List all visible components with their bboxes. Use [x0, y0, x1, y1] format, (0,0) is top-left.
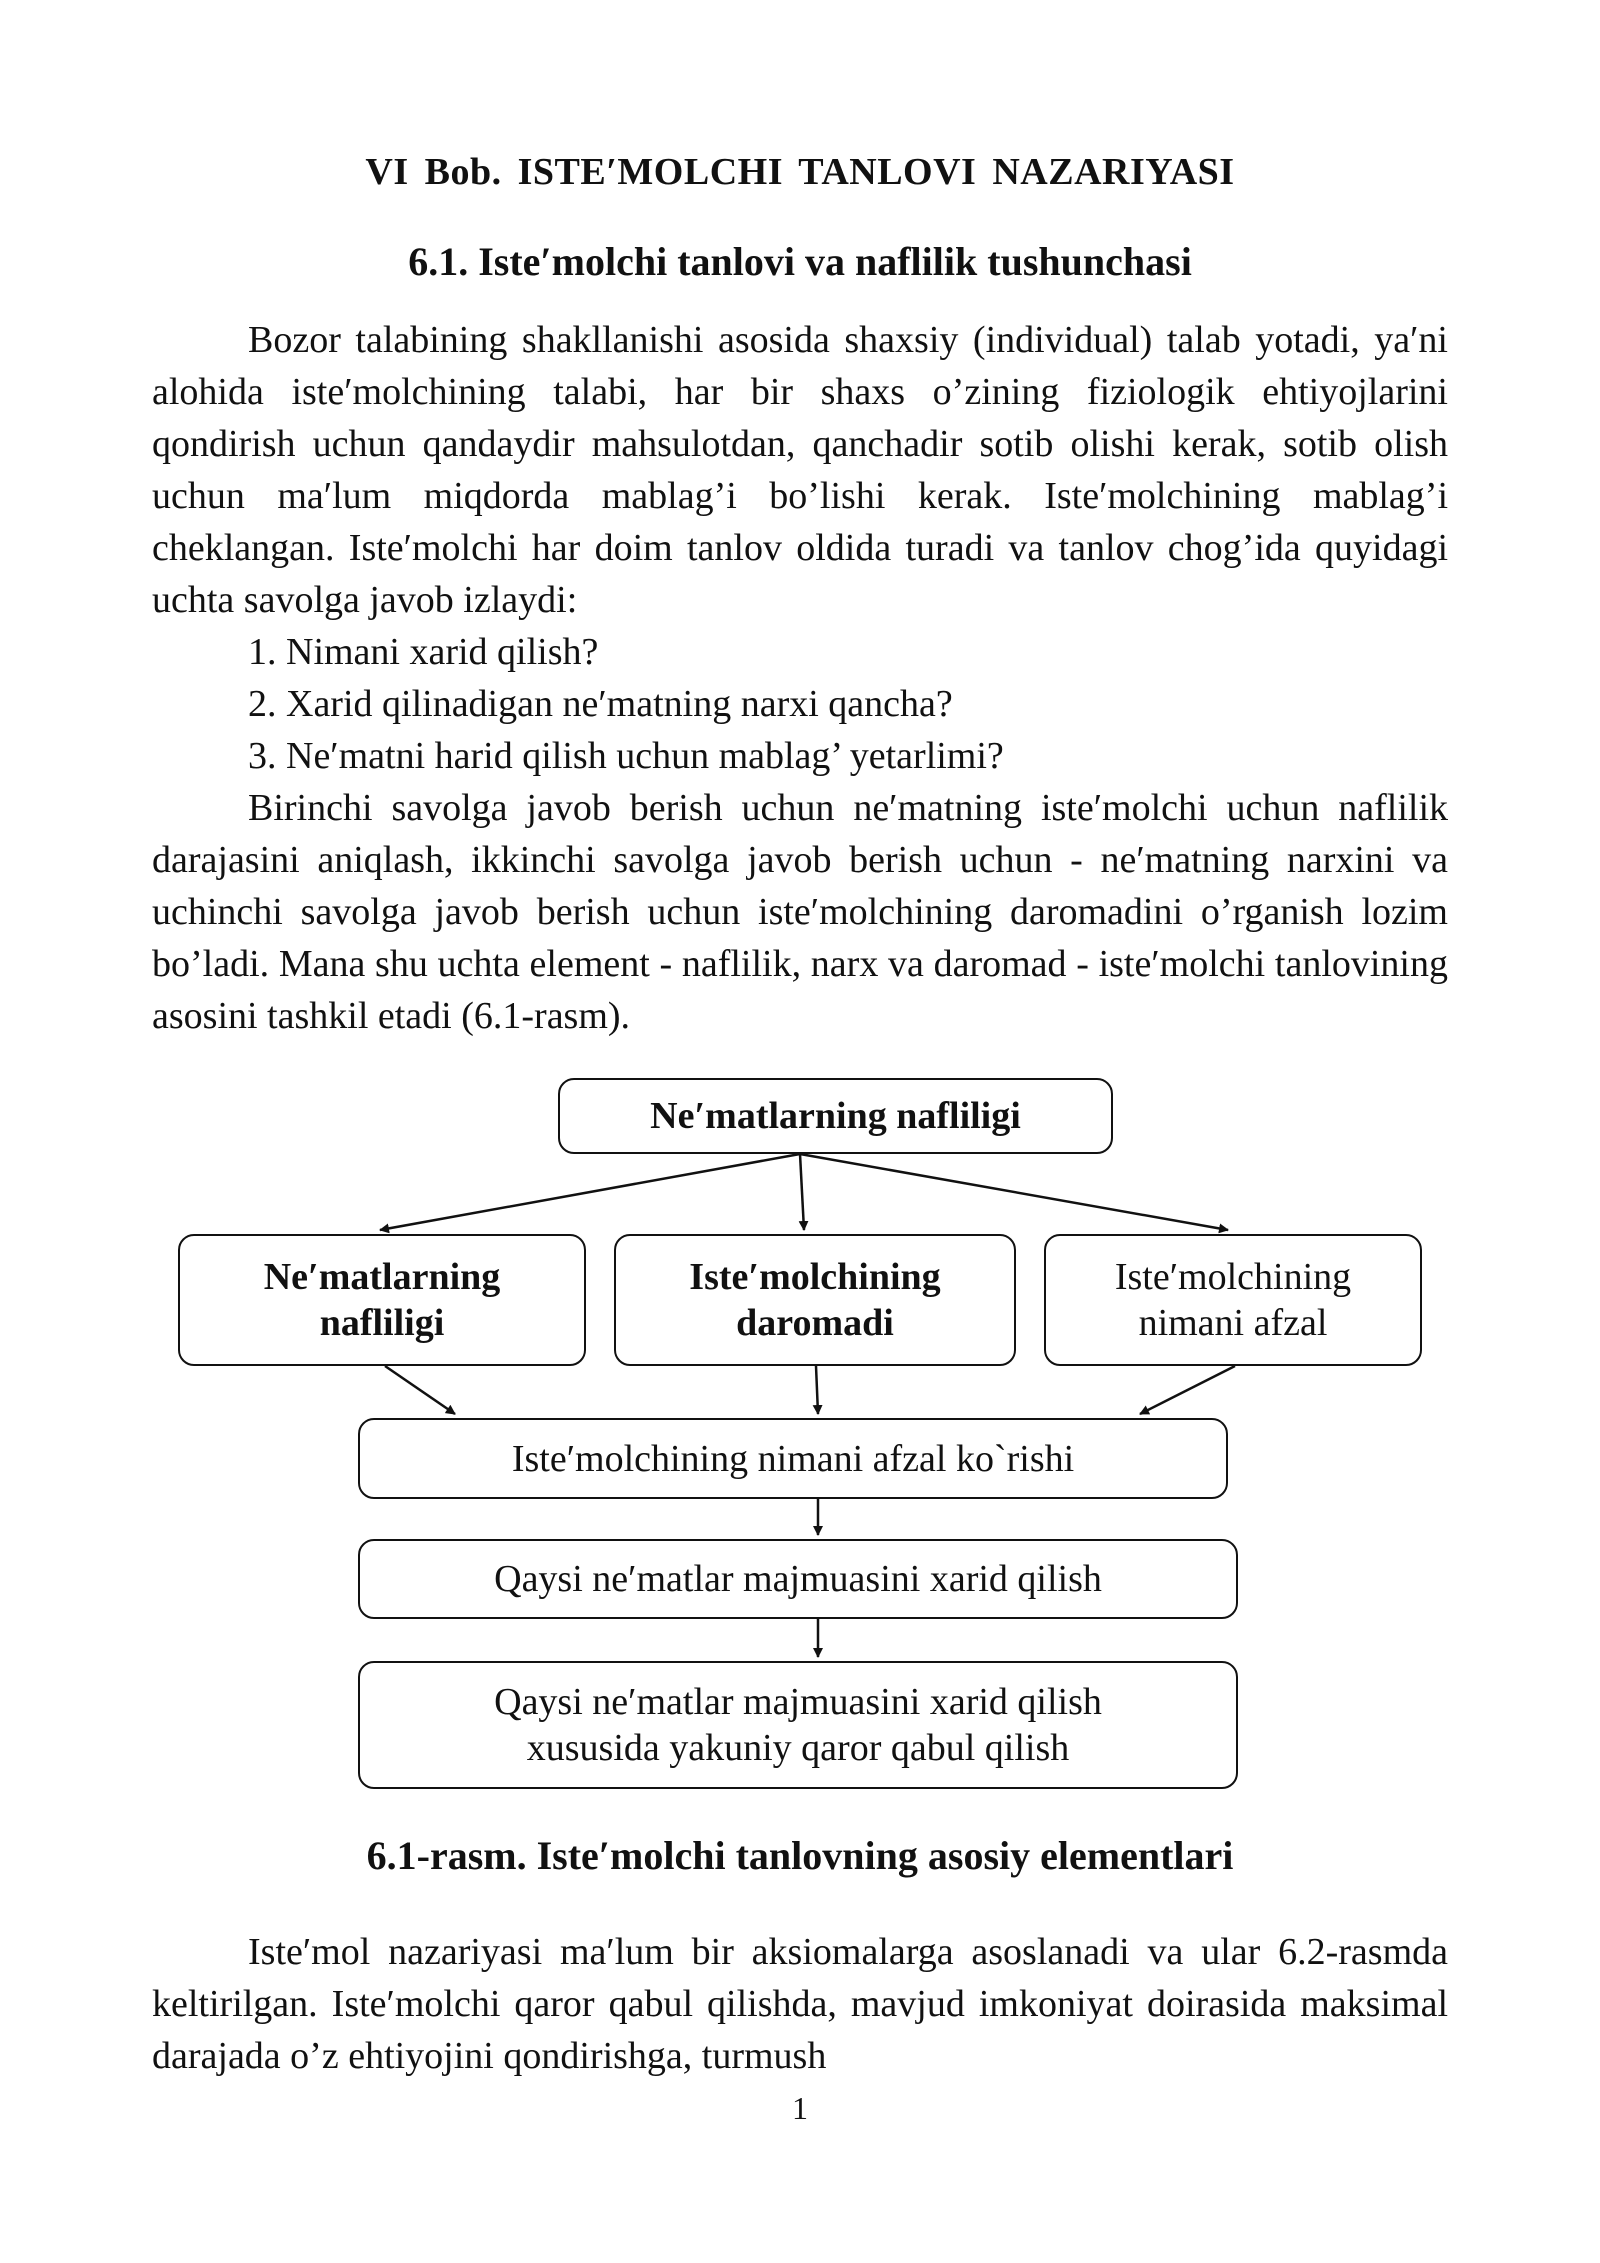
arrow-middle-to-preference [816, 1366, 818, 1414]
box-consumer-preference: Iste′molchining nimani afzal ko`rishi [358, 1418, 1228, 1499]
body-text-bottom [152, 1926, 1448, 2082]
question-2: 2. Xarid qilinadigan ne′matning narxi qancha? [248, 683, 953, 725]
paragraph-answers: Birinchi savolga javob berish uchun ne′matning iste′molchi uchun naflilik darajasini aniqlash, ikkinchi savolga javob berish uchun - ne′matning narxini va uchinchi savolga javob berish uchun iste′molchining daromadini o’rganish lozim bo’ladi. Mana shu uchta element - naflilik, narx va daromad - iste′molchi tanlovining asosini tashkil etadi (6.1-rasm). [152, 787, 1448, 1037]
question-1: 1. Nimani xarid qilish? [248, 631, 599, 673]
box-goods-utility: Ne′matlarning nafliligi [178, 1234, 586, 1366]
body-text-top [152, 314, 1448, 1042]
arrow-right-to-preference [1140, 1366, 1235, 1414]
arrow-top-to-right [800, 1154, 1228, 1230]
box-consumer-income: Iste′molchining daromadi [614, 1234, 1016, 1366]
page-number: 1 [792, 2090, 808, 2126]
box-which-set-to-buy: Qaysi ne′matlar majmuasini xarid qilish [358, 1539, 1238, 1619]
question-3: 3. Ne′matni harid qilish uchun mablag’ yetarlimi? [248, 735, 1004, 777]
arrow-top-to-middle [800, 1154, 804, 1230]
box-final-decision: Qaysi ne′matlar majmuasini xarid qilish xususida yakuniy qaror qabul qilish [358, 1661, 1238, 1789]
box-goods-utility-top: Ne′matlarning nafliligi [558, 1078, 1113, 1154]
arrow-left-to-preference [385, 1366, 455, 1414]
box-consumer-preference-partial: Iste′molchining nimani afzal [1044, 1234, 1422, 1366]
choice-diagram [0, 1070, 1600, 1810]
paragraph-intro: Bozor talabining shakllanishi asosida shaxsiy (individual) talab yotadi, ya′ni alohida iste′molchining talabi, har bir shaxs o’zining fiziologik ehtiyojlarini qondirish uchun qandaydir mahsulotdan, qanchadir sotib olishi kerak, sotib olish uchun ma′lum miqdorda mablag’i bo’lishi kerak. Iste′molchining mablag’i cheklangan. Iste′molchi har doim tanlov oldida turadi va tanlov chog’ida quyidagi uchta savolga javob izlaydi: [152, 319, 1448, 621]
figure-caption: 6.1-rasm. Iste′molchi tanlovning asosiy elementlari [366, 1833, 1234, 1878]
arrow-top-to-left [380, 1154, 800, 1230]
paragraph-axioms: Iste′mol nazariyasi ma′lum bir aksiomalarga asoslanadi va ular 6.2-rasmda keltirilgan. Iste′molchi qaror qabul qilishda, mavjud imkoniyat doirasida maksimal darajada o’z ehtiyojini qondirishga, turmush [152, 1931, 1448, 2077]
chapter-title: VI Bob. ISTE′MOLCHI TANLOVI NAZARIYASI [365, 151, 1235, 193]
section-title: 6.1. Iste′molchi tanlovi va naflilik tushunchasi [408, 239, 1192, 284]
